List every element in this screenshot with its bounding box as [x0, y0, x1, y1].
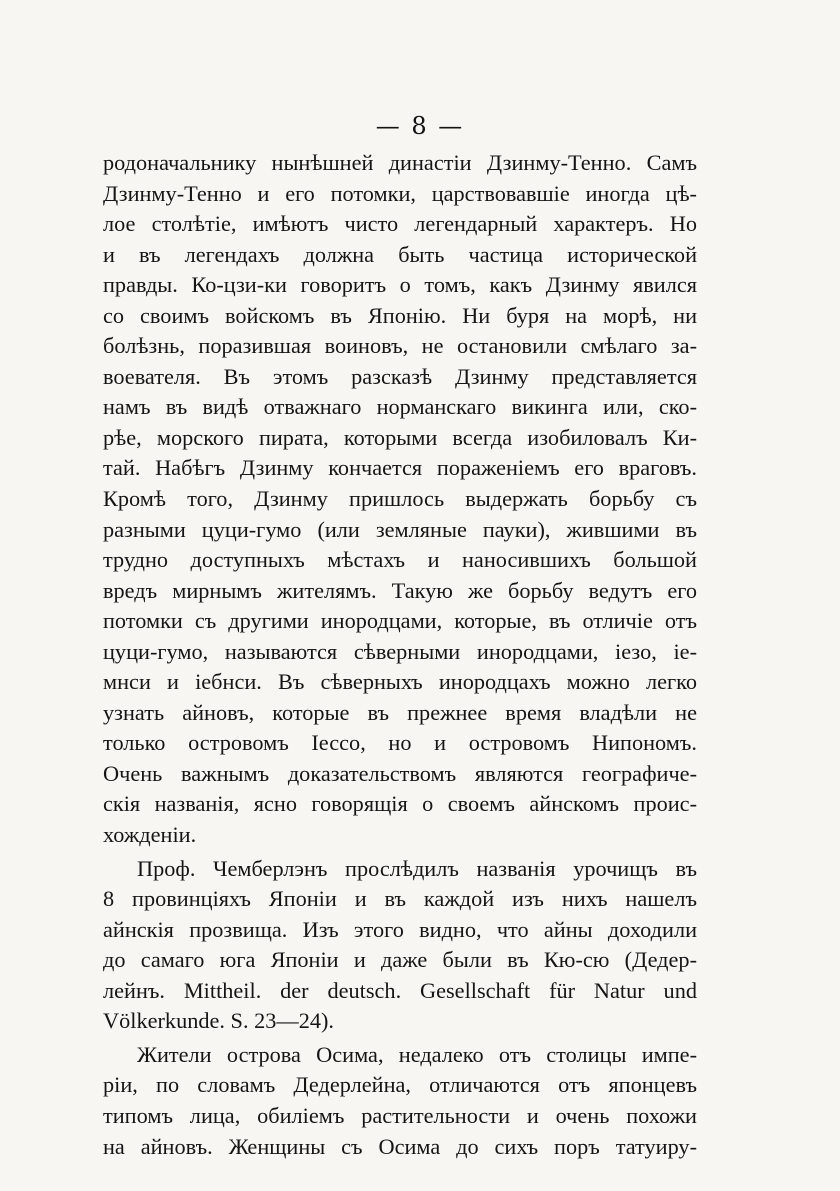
- text-line: скія названія, ясно говорящія о своемъ айнскомъ проис-: [103, 791, 697, 817]
- page-number: — 8 —: [375, 112, 465, 140]
- text-line: со своимъ войскомъ въ Японію. Ни буря на морѣ, ни: [103, 302, 697, 328]
- body-text: [103, 148, 697, 1162]
- text-line: Проф. Чемберлэнъ прослѣдилъ названія урочищъ въ: [137, 855, 697, 881]
- text-line: мнси и іебнси. Въ сѣверныхъ инородцахъ можно легко: [103, 669, 697, 695]
- text-line: правды. Ко-цзи-ки говоритъ о томъ, какъ Дзинму явился: [103, 272, 697, 298]
- text-line: айнскія прозвища. Изъ этого видно, что айны доходили: [103, 916, 697, 942]
- text-line: цуци-гумо, называются сѣверными инородцами, іезо, іе-: [103, 638, 697, 664]
- text-line: до самаго юга Японіи и даже были въ Кю-сю (Дедер-: [103, 947, 697, 973]
- text-line: только островомъ Іессо, но и островомъ Нипономъ.: [103, 730, 697, 756]
- text-line: 8 провинціяхъ Японіи и въ каждой изъ нихъ нашелъ: [103, 886, 697, 912]
- text-line: родоначальнику нынѣшней династіи Дзинму-Тенно. Самъ: [103, 150, 697, 175]
- paragraph-1: [103, 148, 697, 851]
- text-line: Дзинму-Тенно и его потомки, царствовавшіе иногда цѣ-: [103, 180, 697, 206]
- paragraph-2: [103, 854, 697, 1037]
- text-line: лейнъ. Mittheil. der deutsch. Gesellschaft für Natur und: [103, 977, 697, 1003]
- text-line: воевателя. Въ этомъ разсказѣ Дзинму представляется: [103, 363, 697, 389]
- text-line: Очень важнымъ доказательствомъ являются географиче-: [103, 760, 697, 786]
- text-line: потомки съ другими инородцами, которые, въ отличіе отъ: [103, 608, 697, 634]
- text-line: и въ легендахъ должна быть частица исторической: [103, 241, 697, 267]
- text-line: вредъ мирнымъ жителямъ. Такую же борьбу ведутъ его: [103, 577, 697, 603]
- text-line: тай. Набѣгъ Дзинму кончается пораженіемъ его враговъ.: [103, 455, 697, 481]
- text-line: лое столѣтіе, имѣютъ чисто легендарный характеръ. Но: [103, 211, 697, 237]
- text-line: разными цуци-гумо (или земляные пауки), жившими въ: [103, 516, 697, 542]
- text-line: типомъ лица, обиліемъ растительности и очень похожи: [103, 1102, 697, 1128]
- text-line: рѣе, морского пирата, которыми всегда изобиловалъ Ки-: [103, 424, 697, 450]
- text-line: Жители острова Осима, недалеко отъ столицы импе-: [137, 1041, 697, 1067]
- text-line: трудно доступныхъ мѣстахъ и наносившихъ большой: [103, 547, 697, 573]
- text-line: намъ въ видѣ отважнаго норманскаго викинга или, ско-: [103, 394, 697, 420]
- text-line: Кромѣ того, Дзинму пришлось выдержать борьбу съ: [103, 486, 697, 512]
- text-line: на айновъ. Женщины съ Осима до сихъ поръ татуиру-: [103, 1133, 697, 1159]
- text-line: хожденіи.: [103, 822, 197, 848]
- text-line: Völkerkunde. S. 23—24).: [103, 1008, 334, 1034]
- text-line: ріи, по словамъ Дедерлейна, отличаются отъ японцевъ: [103, 1072, 697, 1098]
- paragraph-3: [103, 1040, 697, 1162]
- text-line: узнать айновъ, которые въ прежнее время владѣли не: [103, 699, 697, 725]
- text-line: болѣзнь, поразившая воиновъ, не остановили смѣлаго за-: [103, 333, 697, 359]
